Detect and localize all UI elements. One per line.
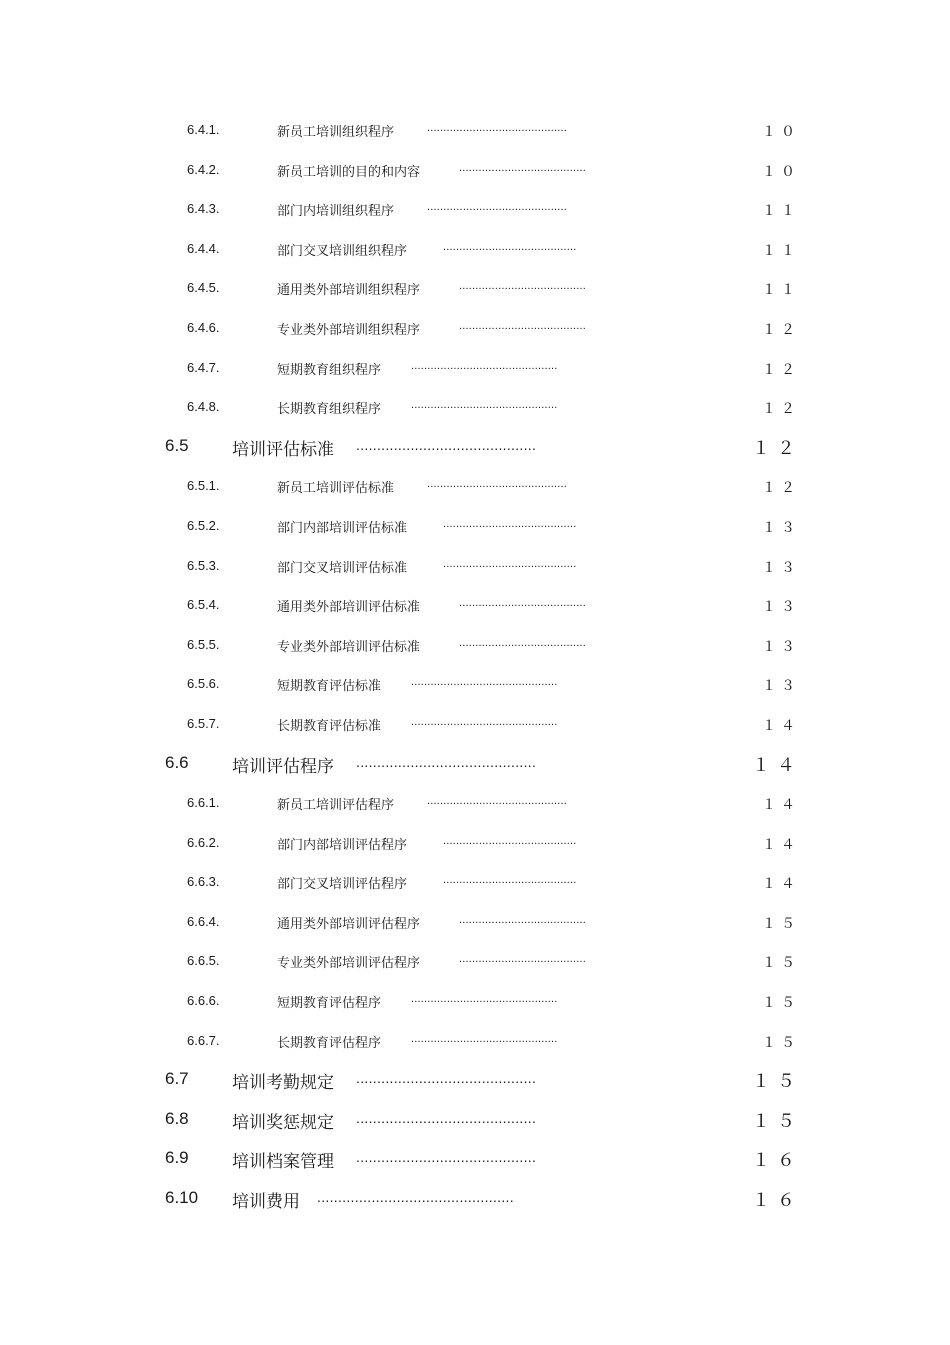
toc-subsection-entry[interactable] (0, 903, 950, 943)
toc-page-number: １４ (762, 718, 800, 735)
toc-entry-title: 培训考勤规定 (232, 1073, 334, 1094)
toc-page-number: １４ (752, 756, 802, 777)
toc-section-entry[interactable] (0, 1101, 950, 1141)
toc-page-number: １０ (762, 164, 800, 181)
toc-page-number: １３ (762, 639, 800, 656)
toc-entry-title: 培训档案管理 (232, 1152, 334, 1173)
toc-dot-leader: ....................................... (459, 319, 586, 332)
toc-entry-title: 部门内部培训评估标准 (277, 520, 408, 536)
toc-entry-title: 新员工培训组织程序 (277, 125, 395, 140)
toc-entry-number: 6.10 (165, 1188, 199, 1208)
toc-entry-number: 6.5.7. (187, 715, 220, 731)
toc-dot-leader: ........................................... (427, 795, 568, 808)
toc-entry-number: 6.6.2. (187, 834, 220, 850)
toc-entry-title: 长期教育评估标准 (277, 718, 382, 734)
toc-subsection-entry[interactable] (0, 388, 950, 428)
toc-dot-leader: ......................................... (443, 874, 577, 887)
toc-subsection-entry[interactable] (0, 111, 950, 151)
toc-entry-number: 6.6.4. (187, 913, 220, 929)
toc-dot-leader: ....................................... (459, 953, 586, 966)
toc-page-number: １６ (752, 1192, 802, 1213)
toc-entry-title: 短期教育评估程序 (277, 996, 382, 1012)
toc-subsection-entry[interactable] (0, 230, 950, 270)
toc-subsection-entry[interactable] (0, 467, 950, 507)
toc-page-number: １４ (762, 877, 800, 894)
toc-subsection-entry[interactable] (0, 863, 950, 903)
toc-subsection-entry[interactable] (0, 547, 950, 587)
toc-entry-title: 部门交叉培训评估标准 (277, 560, 408, 576)
toc-entry-title: 培训费用 (232, 1192, 300, 1213)
toc-section-entry[interactable] (0, 745, 950, 785)
toc-page-number: １５ (762, 916, 800, 933)
table-of-contents (0, 111, 950, 1220)
toc-entry-number: 6.4.6. (187, 319, 220, 335)
toc-entry-title: 培训奖惩规定 (232, 1112, 334, 1133)
toc-section-entry[interactable] (0, 428, 950, 468)
toc-entry-number: 6.5.2. (187, 517, 220, 533)
toc-entry-title: 部门交叉培训评估程序 (277, 877, 408, 893)
toc-subsection-entry[interactable] (0, 507, 950, 547)
toc-subsection-entry[interactable] (0, 190, 950, 230)
toc-dot-leader: ....................................... (459, 636, 586, 649)
toc-entry-title: 新员工培训评估标准 (277, 481, 395, 497)
toc-page-number: １０ (762, 125, 800, 141)
toc-dot-leader: ......................................... (443, 557, 577, 570)
toc-entry-number: 6.4.8. (187, 399, 220, 415)
toc-entry-title: 培训评估程序 (232, 756, 334, 777)
toc-page-number: １２ (762, 322, 800, 339)
toc-subsection-entry[interactable] (0, 665, 950, 705)
toc-page-number: １２ (762, 362, 800, 379)
toc-subsection-entry[interactable] (0, 784, 950, 824)
toc-subsection-entry[interactable] (0, 982, 950, 1022)
toc-dot-leader: ......................................... (443, 517, 577, 530)
toc-page-number: １６ (752, 1152, 802, 1173)
toc-dot-leader: ........................................... (356, 1149, 537, 1166)
toc-entry-number: 6.5.3. (187, 557, 220, 573)
toc-entry-number: 6.8 (165, 1108, 189, 1128)
toc-entry-number: 6.5.1. (187, 478, 220, 494)
toc-entry-title: 长期教育组织程序 (277, 402, 382, 418)
toc-entry-title: 专业类外部培训评估标准 (277, 639, 421, 655)
toc-page-number: １５ (762, 996, 800, 1013)
toc-page-number: １３ (762, 679, 800, 696)
toc-entry-number: 6.4.5. (187, 280, 220, 296)
toc-page-number: １４ (762, 837, 800, 854)
toc-page-number: １３ (762, 520, 800, 537)
toc-entry-title: 通用类外部培训评估标准 (277, 600, 421, 616)
toc-page-number: １１ (762, 243, 800, 260)
toc-dot-leader: ............................................. (411, 715, 558, 728)
toc-page-number: １１ (762, 283, 800, 300)
toc-entry-number: 6.9 (165, 1148, 189, 1168)
toc-entry-number: 6.5.4. (187, 597, 220, 613)
toc-entry-title: 短期教育组织程序 (277, 362, 382, 378)
toc-entry-title: 新员工培训评估程序 (277, 798, 395, 814)
toc-page-number: １５ (752, 1073, 802, 1094)
toc-entry-number: 6.6.3. (187, 874, 220, 890)
toc-dot-leader: ........................................... (427, 478, 568, 491)
toc-entry-number: 6.5 (165, 435, 189, 455)
toc-subsection-entry[interactable] (0, 586, 950, 626)
toc-entry-number: 6.6 (165, 752, 189, 772)
toc-entry-number: 6.6.1. (187, 795, 220, 811)
toc-dot-leader: ............................................. (411, 1032, 558, 1045)
toc-dot-leader: ........................................... (427, 122, 568, 134)
toc-subsection-entry[interactable] (0, 349, 950, 389)
toc-subsection-entry[interactable] (0, 151, 950, 191)
toc-entry-number: 6.5.6. (187, 676, 220, 692)
toc-entry-title: 长期教育评估程序 (277, 1035, 382, 1051)
toc-dot-leader: ....................................... (459, 597, 586, 610)
toc-dot-leader: ........................................... (356, 436, 537, 453)
toc-page-number: １２ (762, 481, 800, 498)
toc-entry-title: 部门内培训组织程序 (277, 204, 395, 220)
toc-subsection-entry[interactable] (0, 942, 950, 982)
toc-dot-leader: ........................................... (356, 753, 537, 770)
toc-entry-number: 6.4.7. (187, 359, 220, 375)
toc-entry-title: 部门交叉培训组织程序 (277, 243, 408, 259)
toc-dot-leader: ............................................... (317, 1189, 514, 1206)
toc-entry-number: 6.4.3. (187, 201, 220, 217)
toc-dot-leader: ............................................. (411, 399, 558, 412)
toc-entry-title: 专业类外部培训组织程序 (277, 322, 421, 338)
toc-section-entry[interactable] (0, 1061, 950, 1101)
toc-entry-title: 短期教育评估标准 (277, 679, 382, 695)
toc-subsection-entry[interactable] (0, 824, 950, 864)
toc-section-entry[interactable] (0, 1140, 950, 1180)
toc-entry-number: 6.4.4. (187, 240, 220, 256)
toc-entry-number: 6.6.5. (187, 953, 220, 969)
toc-dot-leader: ........................................... (356, 1070, 537, 1087)
toc-entry-number: 6.6.6. (187, 993, 220, 1009)
toc-entry-title: 培训评估标准 (232, 439, 334, 460)
toc-entry-number: 6.6.7. (187, 1032, 220, 1048)
toc-page-number: １３ (762, 560, 800, 577)
toc-entry-number: 6.5.5. (187, 636, 220, 652)
toc-entry-title: 通用类外部培训评估程序 (277, 916, 421, 932)
toc-dot-leader: ......................................... (443, 834, 577, 847)
toc-entry-number: 6.7 (165, 1069, 189, 1089)
toc-page-number: １５ (762, 1035, 800, 1052)
toc-dot-leader: ....................................... (459, 161, 586, 174)
toc-page-number: １２ (752, 439, 802, 460)
toc-page-number: １３ (762, 600, 800, 617)
toc-dot-leader: ....................................... (459, 280, 586, 293)
toc-dot-leader: ............................................. (411, 993, 558, 1006)
toc-subsection-entry[interactable] (0, 1022, 950, 1062)
toc-entry-number: 6.4.2. (187, 161, 220, 177)
toc-page-number: １４ (762, 798, 800, 815)
toc-entry-title: 通用类外部培训组织程序 (277, 283, 421, 299)
toc-entry-title: 新员工培训的目的和内容 (277, 164, 421, 180)
toc-entry-title: 部门内部培训评估程序 (277, 837, 408, 853)
toc-dot-leader: ......................................... (443, 240, 577, 253)
toc-subsection-entry[interactable] (0, 309, 950, 349)
toc-dot-leader: ............................................. (411, 676, 558, 689)
toc-page-number: １１ (762, 204, 800, 221)
toc-page-number: １５ (762, 956, 800, 973)
toc-subsection-entry[interactable] (0, 626, 950, 666)
toc-entry-number: 6.4.1. (187, 122, 220, 137)
toc-page-number: １５ (752, 1112, 802, 1133)
toc-dot-leader: ........................................... (356, 1109, 537, 1126)
toc-subsection-entry[interactable] (0, 269, 950, 309)
toc-page-number: １２ (762, 402, 800, 419)
toc-dot-leader: ........................................... (427, 201, 568, 214)
toc-dot-leader: ....................................... (459, 913, 586, 926)
toc-subsection-entry[interactable] (0, 705, 950, 745)
toc-entry-title: 专业类外部培训评估程序 (277, 956, 421, 972)
toc-section-entry[interactable] (0, 1180, 950, 1220)
toc-dot-leader: ............................................. (411, 359, 558, 372)
